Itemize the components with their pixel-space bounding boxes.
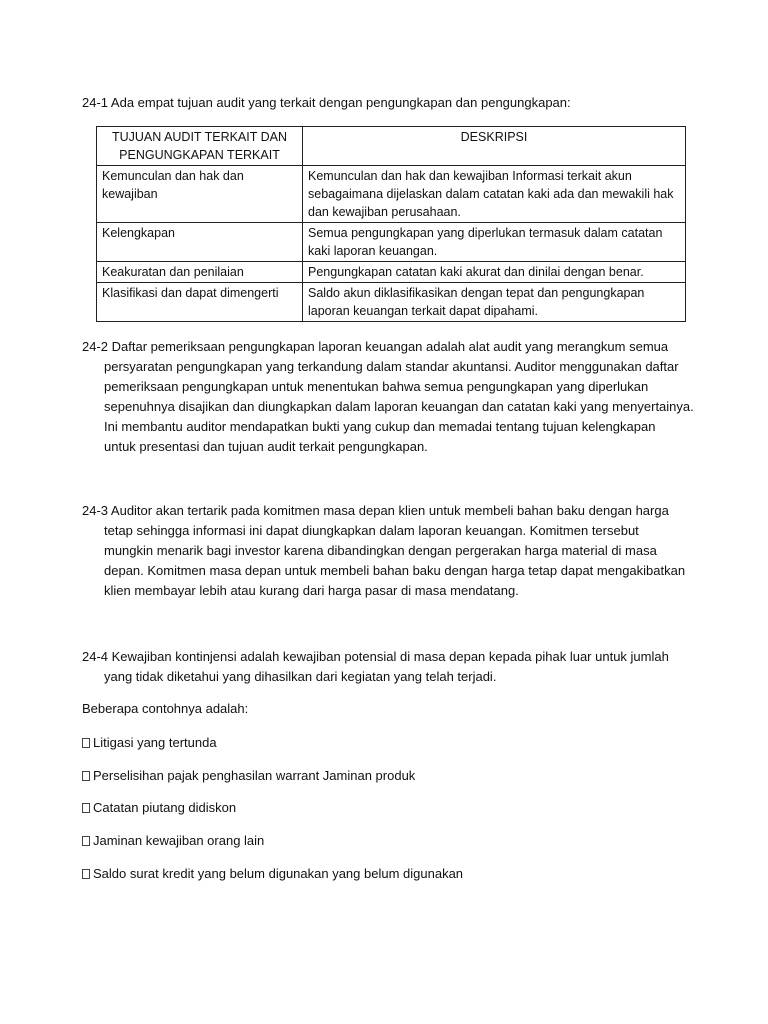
table-row <box>97 283 686 322</box>
header-objective: TUJUAN AUDIT TERKAIT DAN PENGUNGKAPAN TERKAIT <box>97 127 303 166</box>
audit-objectives-table <box>96 126 686 322</box>
table-row <box>97 223 686 262</box>
cell-objective: Keakuratan dan penilaian <box>97 262 303 283</box>
list-item-text: Catatan piutang didiskon <box>93 800 237 815</box>
paragraph-line: pemeriksaan pengungkapan untuk menentukan bahwa semua pengungkapan yang diperlukan <box>104 379 649 394</box>
paragraph-line: 24-2 Daftar pemeriksaan pengungkapan laporan keuangan adalah alat audit yang merangkum semua <box>82 339 669 354</box>
paragraph-line: untuk presentasi dan tujuan audit terkait pengungkapan. <box>104 439 428 454</box>
list-item-text: Litigasi yang tertunda <box>93 735 217 750</box>
paragraph-line: 24-3 Auditor akan tertarik pada komitmen masa depan klien untuk membeli bahan baku dengan harga <box>82 503 669 518</box>
paragraph-line: persyaratan pengungkapan yang terkandung dalam standar akuntansi. Auditor menggunakan daftar <box>104 359 679 374</box>
paragraph-line: sepenuhnya disajikan dan diungkapkan dalam laporan keuangan dan catatan kaki yang menyertainya. <box>104 399 694 414</box>
list-item-text: Jaminan kewajiban orang lain <box>93 833 265 848</box>
missing-glyph-bullet-icon <box>82 836 90 846</box>
cell-description: Pengungkapan catatan kaki akurat dan dinilai dengan benar. <box>303 262 686 283</box>
section-24-2 <box>82 337 694 457</box>
section-24-4 <box>82 647 682 687</box>
missing-glyph-bullet-icon <box>82 869 90 879</box>
cell-description: Kemunculan dan hak dan kewajiban Informasi terkait akun sebagaimana dijelaskan dalam catatan kaki ada dan mewakili hak dan kewajiban perusahaan. <box>303 166 686 223</box>
list-item <box>82 831 264 851</box>
paragraph-continuation <box>82 357 694 457</box>
list-item <box>82 864 463 884</box>
list-item <box>82 766 415 786</box>
header-description: DESKRIPSI <box>303 127 686 166</box>
list-item <box>82 798 236 818</box>
list-item-text: Perselisihan pajak penghasilan warrant Jaminan produk <box>93 768 416 783</box>
missing-glyph-bullet-icon <box>82 738 90 748</box>
examples-heading: Beberapa contohnya adalah: <box>82 701 249 716</box>
list-item-text: Saldo surat kredit yang belum digunakan yang belum digunakan <box>93 866 464 881</box>
cell-objective: Kemunculan dan hak dan kewajiban <box>97 166 303 223</box>
cell-description: Saldo akun diklasifikasikan dengan tepat dan pengungkapan laporan keuangan terkait dapat dipahami. <box>303 283 686 322</box>
cell-description: Semua pengungkapan yang diperlukan termasuk dalam catatan kaki laporan keuangan. <box>303 223 686 262</box>
paragraph-line: klien membayar lebih atau kurang dari harga pasar di masa mendatang. <box>104 583 519 598</box>
paragraph-line: yang tidak diketahui yang dihasilkan dari kegiatan yang telah terjadi. <box>104 669 497 684</box>
list-item <box>82 733 217 753</box>
table-header-row <box>97 127 686 166</box>
paragraph-line: Ini membantu auditor mendapatkan bukti yang cukup dan memadai tentang tujuan kelengkapan <box>104 419 656 434</box>
section-24-3 <box>82 501 686 601</box>
missing-glyph-bullet-icon <box>82 803 90 813</box>
paragraph-line: 24-4 Kewajiban kontinjensi adalah kewajiban potensial di masa depan kepada pihak luar untuk jumlah <box>82 649 669 664</box>
cell-objective: Klasifikasi dan dapat dimengerti <box>97 283 303 322</box>
paragraph-continuation <box>82 667 682 687</box>
cell-objective: Kelengkapan <box>97 223 303 262</box>
missing-glyph-bullet-icon <box>82 771 90 781</box>
table-row <box>97 166 686 223</box>
section-24-1-intro: 24-1 Ada empat tujuan audit yang terkait dengan pengungkapan dan pengungkapan: <box>82 95 571 110</box>
paragraph-line: mungkin menarik bagi investor karena dibandingkan dengan pergerakan harga material di masa <box>104 543 657 558</box>
paragraph-line: tetap sehingga informasi ini dapat diungkapkan dalam laporan keuangan. Komitmen tersebut <box>104 523 639 538</box>
table-row <box>97 262 686 283</box>
paragraph-continuation <box>82 521 686 601</box>
paragraph-line: depan. Komitmen masa depan untuk membeli bahan baku dengan harga tetap dapat mengakibatkan <box>104 563 686 578</box>
